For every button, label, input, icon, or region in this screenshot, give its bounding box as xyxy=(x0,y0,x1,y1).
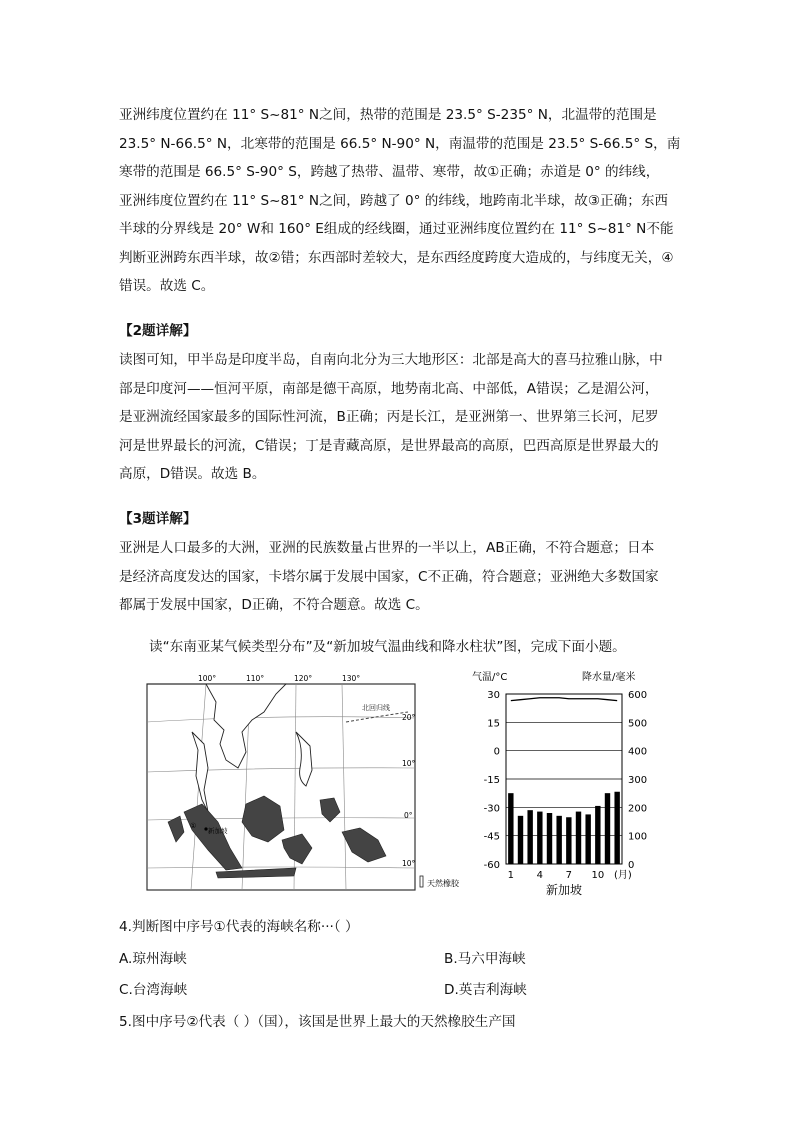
temp-tick-label: 0 xyxy=(493,746,500,758)
precip-bar xyxy=(605,793,610,864)
tropic-label: 北回归线 xyxy=(362,704,390,712)
question-5-stem: 5.图中序号②代表（ ）（国），该国是世界上最大的天然橡胶生产国 xyxy=(119,1014,516,1030)
precip-tick-label: 100 xyxy=(628,831,648,843)
precip-tick-label: 300 xyxy=(628,775,648,786)
explanation-paragraph-2 xyxy=(119,346,679,489)
lon-label: 110° xyxy=(246,674,265,683)
southeast-asia-map xyxy=(146,672,496,894)
paragraph-line: 高原，D错误。故选 B。 xyxy=(119,466,266,482)
month-tick-label: 1 xyxy=(507,870,515,881)
paragraph-line: 是亚洲流经国家最多的国际性河流，B正确；丙是长江，是亚洲第一、世界第三长河，尼罗 xyxy=(119,409,659,425)
explanation-paragraph-1 xyxy=(119,101,679,301)
explanation-paragraph-3 xyxy=(119,534,679,620)
question-2-heading: 【2题详解】 xyxy=(119,323,197,339)
lon-label: 120° xyxy=(294,674,313,683)
precip-bar xyxy=(585,814,590,864)
figure-intro: 读“东南亚某气候类型分布”及“新加坡气温曲线和降水柱状”图，完成下面小题。 xyxy=(149,639,626,655)
lat-label: 0° xyxy=(404,811,413,820)
temp-tick-label: -30 xyxy=(483,803,500,815)
temp-axis-label: 气温/°C xyxy=(472,672,508,683)
lon-label: 130° xyxy=(342,674,361,683)
q4-option-d[interactable]: D.英吉利海峡 xyxy=(444,982,527,998)
precip-axis-label: 降水量/毫米 xyxy=(582,672,636,683)
rubber-legend-icon xyxy=(420,876,423,887)
q4-option-a[interactable]: A.琼州海峡 xyxy=(119,951,187,967)
paragraph-line: 亚洲纬度位置约在 11° S~81° N之间，跨越了 0° 的纬线，地跨南北半球，故③正确；东西 xyxy=(119,192,669,209)
temp-tick-label: 30 xyxy=(487,690,500,701)
temp-tick-label: -60 xyxy=(483,860,500,871)
lat-label: 20° xyxy=(402,713,416,722)
chart-title: 新加坡 xyxy=(545,883,583,897)
precip-tick-label: 0 xyxy=(628,860,635,871)
paragraph-line: 亚洲是人口最多的大洲，亚洲的民族数量占世界的一半以上，AB正确，不符合题意；日本 xyxy=(119,540,655,556)
legend-label: 天然橡胶 xyxy=(427,879,459,888)
paragraph-line: 是经济高度发达的国家，卡塔尔属于发展中国家，C不正确，符合题意；亚洲绝大多数国家 xyxy=(119,568,659,585)
temp-tick-label: 15 xyxy=(487,718,500,730)
paragraph-line: 部是印度河——恒河平原，南部是德干高原，地势南北高、中部低，A错误；乙是湄公河， xyxy=(119,380,659,397)
singapore-climate-chart xyxy=(470,660,670,900)
paragraph-line: 寒带的范围是 66.5° S-90° S，跨越了热带、温带、寒带，故①正确；赤道是 0° 的纬线， xyxy=(119,164,660,180)
question-3-heading: 【3题详解】 xyxy=(119,511,197,527)
paragraph-line: 判断亚洲跨东西半球，故②错；东西部时差较大，是东西经度跨度大造成的，与纬度无关，④ xyxy=(119,249,674,266)
precip-bar xyxy=(508,793,513,864)
precip-bar xyxy=(518,816,523,864)
lon-label: 100° xyxy=(198,674,217,683)
paragraph-line: 河是世界最长的河流，C错误；丁是青藏高原，是世界最高的高原，巴西高原是世界最大的 xyxy=(119,437,659,454)
month-tick-label: 4 xyxy=(536,870,544,881)
precip-bar xyxy=(614,792,619,864)
temp-tick-label: -45 xyxy=(483,831,500,843)
month-tick-label: 10 xyxy=(591,870,605,881)
paragraph-line: 错误。故选 C。 xyxy=(119,278,215,294)
q4-option-c[interactable]: C.台湾海峡 xyxy=(119,982,188,998)
q4-option-b[interactable]: B.马六甲海峡 xyxy=(444,951,526,967)
temperature-line xyxy=(511,698,617,701)
paragraph-line: 都属于发展中国家，D正确，不符合题意。故选 C。 xyxy=(119,597,429,613)
question-4-stem: 4.判断图中序号①代表的海峡名称···（ ） xyxy=(119,919,359,935)
paragraph-line: 23.5° N-66.5° N，北寒带的范围是 66.5° N-90° N，南温带的范围是 23.5° S-66.5° S，南 xyxy=(119,135,681,152)
lat-label: 10° xyxy=(402,759,416,768)
precip-bar xyxy=(547,813,552,864)
precip-bar xyxy=(527,810,532,864)
precip-bar xyxy=(537,812,542,864)
strait-marker-1: ① xyxy=(190,822,197,830)
paragraph-line: 读图可知，甲半岛是印度半岛，自南向北分为三大地形区：北部是高大的喜马拉雅山脉，中 xyxy=(119,352,663,368)
precip-bar xyxy=(556,816,561,864)
singapore-label: 新加坡 xyxy=(208,827,228,835)
month-tick-label: 7 xyxy=(565,870,573,881)
precip-bar xyxy=(576,812,581,864)
precip-bar xyxy=(566,817,571,864)
paragraph-line: 半球的分界线是 20° W和 160° E组成的经线圈，通过亚洲纬度位置约在 11° S~81° N不能 xyxy=(119,221,674,237)
precip-tick-label: 200 xyxy=(628,803,648,815)
temp-tick-label: -15 xyxy=(483,775,500,786)
lat-label: 10° xyxy=(402,859,416,868)
precip-tick-label: 400 xyxy=(628,746,648,758)
month-unit-label: (月) xyxy=(614,870,632,881)
precip-bar xyxy=(595,806,600,864)
precip-tick-label: 600 xyxy=(628,690,648,701)
paragraph-line: 亚洲纬度位置约在 11° S~81° N之间，热带的范围是 23.5° S-235° N，北温带的范围是 xyxy=(119,107,657,123)
precip-tick-label: 500 xyxy=(628,718,648,730)
